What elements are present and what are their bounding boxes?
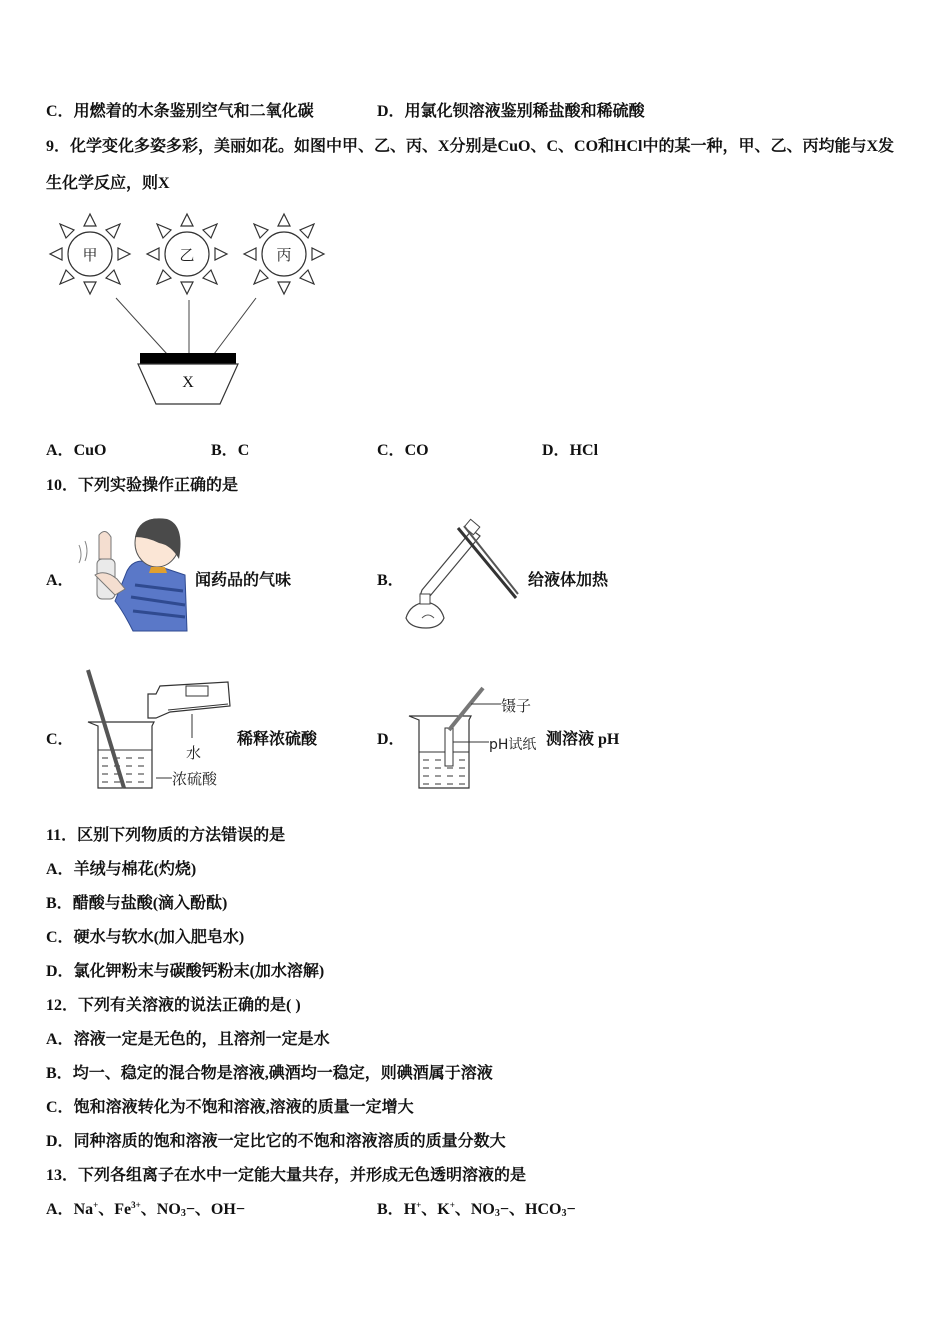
option-text: 用氯化钡溶液鉴别稀盐酸和稀硫酸 — [404, 103, 645, 120]
q9-option-d — [542, 441, 598, 461]
tweezers-label: 镊子 — [501, 697, 532, 715]
option-text: 硬水与软水(加入肥皂水) — [73, 929, 245, 946]
option-label: D． — [377, 103, 405, 120]
q13-stem: 13．下列各组离子在水中一定能大量共存，并形成无色透明溶液的是 — [46, 1167, 527, 1184]
option-text: C — [237, 442, 250, 459]
q11-option-a — [46, 860, 196, 880]
ion-text: 、NO — [140, 1201, 181, 1218]
option-label: D． — [46, 963, 74, 980]
q11-option-b — [46, 894, 227, 914]
ion-text: 、K — [421, 1201, 450, 1218]
q10-stem: 10．下列实验操作正确的是 — [46, 477, 239, 494]
option-label: A． — [46, 1201, 74, 1218]
q9-option-b — [211, 441, 249, 461]
option-text: 醋酸与盐酸(滴入酚酞) — [72, 895, 228, 912]
option-text: 用燃着的木条鉴别空气和二氧化碳 — [73, 103, 314, 120]
option-text: 溶液一定是无色的，且溶剂一定是水 — [73, 1031, 330, 1048]
q9-option-a — [46, 441, 106, 461]
option-text: 羊绒与棉花(灼烧) — [73, 861, 197, 878]
flower-label-yi: 乙 — [179, 246, 195, 264]
q10-option-a-label: A． — [46, 572, 74, 589]
ion-subscript: 3 — [494, 1208, 500, 1219]
option-label: A． — [46, 1031, 74, 1048]
option-text: 均一、稳定的混合物是溶液,碘酒均一稳定，则碘酒属于溶液 — [72, 1065, 493, 1082]
ion-text: H — [403, 1201, 417, 1218]
option-text: HCl — [569, 442, 599, 459]
option-label: A． — [46, 861, 74, 878]
q10-option-b-caption: 给液体加热 — [528, 572, 609, 589]
boy-smelling-icon — [75, 515, 190, 633]
q8-option-d — [377, 102, 645, 122]
ion-text: 、Fe — [98, 1201, 132, 1218]
heating-liquid-illustration — [400, 518, 525, 633]
option-label: C． — [46, 929, 74, 946]
q11-option-d — [46, 962, 324, 982]
option-label: B． — [211, 442, 238, 459]
q9-option-c — [377, 441, 429, 461]
flower-label-bing: 丙 — [276, 246, 292, 264]
ion-text: − — [566, 1201, 576, 1218]
ion-charge: 3+ — [131, 1200, 141, 1210]
q12-option-a — [46, 1030, 330, 1050]
ion-charge: + — [416, 1200, 422, 1210]
option-label: D． — [46, 1133, 74, 1150]
dilution-illustration — [82, 666, 232, 792]
option-label: D． — [542, 442, 570, 459]
smelling-illustration — [75, 515, 190, 633]
q13-option-b — [377, 1200, 576, 1220]
option-label: B． — [46, 1065, 73, 1082]
acid-label: 浓硫酸 — [172, 770, 218, 788]
option-text: 氯化钾粉末与碳酸钙粉末(加水溶解) — [73, 963, 325, 980]
q12-option-c — [46, 1098, 414, 1118]
ion-subscript: 3 — [180, 1208, 186, 1219]
ion-text: 、NO — [454, 1201, 495, 1218]
q10-option-b-label: B． — [377, 572, 404, 589]
q11-stem: 11．区别下列物质的方法错误的是 — [46, 827, 286, 844]
q10-option-d-label: D． — [377, 731, 405, 748]
q11-option-c — [46, 928, 244, 948]
option-label: C． — [46, 1099, 74, 1116]
q8-option-c — [46, 102, 314, 122]
ion-text: Na — [73, 1201, 94, 1218]
option-label: A． — [46, 442, 74, 459]
option-text: 同种溶质的饱和溶液一定比它的不饱和溶液溶质的质量分数大 — [73, 1133, 506, 1150]
q10-option-c-label: C． — [46, 731, 74, 748]
option-label: C． — [377, 442, 405, 459]
option-label: C． — [46, 103, 74, 120]
water-label: 水 — [186, 744, 202, 762]
q9-stem-line1: 9．化学变化多姿多彩，美丽如花。如图中甲、乙、丙、X分别是CuO、C、CO和HCl中的某一种，甲、乙、丙均能与X发 — [46, 138, 895, 155]
q12-option-d — [46, 1132, 506, 1152]
ion-text: −、HCO — [499, 1201, 562, 1218]
ion-charge: + — [93, 1200, 99, 1210]
ion-text: −、OH− — [185, 1201, 245, 1218]
q10-option-d-caption: 测溶液 pH — [546, 731, 620, 748]
q9-stem-line2: 生化学反应，则X — [46, 175, 170, 192]
option-text: CO — [404, 442, 429, 459]
pot-label-x: X — [182, 374, 194, 391]
ion-subscript: 3 — [561, 1208, 567, 1219]
test-tube-burner-icon — [400, 518, 525, 633]
flower-label-jia: 甲 — [82, 246, 98, 264]
option-text: CuO — [73, 442, 107, 459]
q12-option-b — [46, 1064, 493, 1084]
q10-option-a-caption: 闻药品的气味 — [195, 572, 292, 589]
option-label: B． — [377, 1201, 404, 1218]
option-text: 饱和溶液转化为不饱和溶液,溶液的质量一定增大 — [73, 1099, 414, 1116]
q13-option-a — [46, 1200, 245, 1220]
option-label: B． — [46, 895, 73, 912]
ion-charge: + — [449, 1200, 455, 1210]
q9-flower-pot-figure — [40, 208, 340, 413]
q10-option-c-caption: 稀释浓硫酸 — [237, 731, 318, 748]
ph-test-illustration — [405, 684, 545, 794]
q12-stem: 12．下列有关溶液的说法正确的是( ) — [46, 997, 301, 1014]
ph-paper-label: pH试纸 — [489, 737, 537, 753]
